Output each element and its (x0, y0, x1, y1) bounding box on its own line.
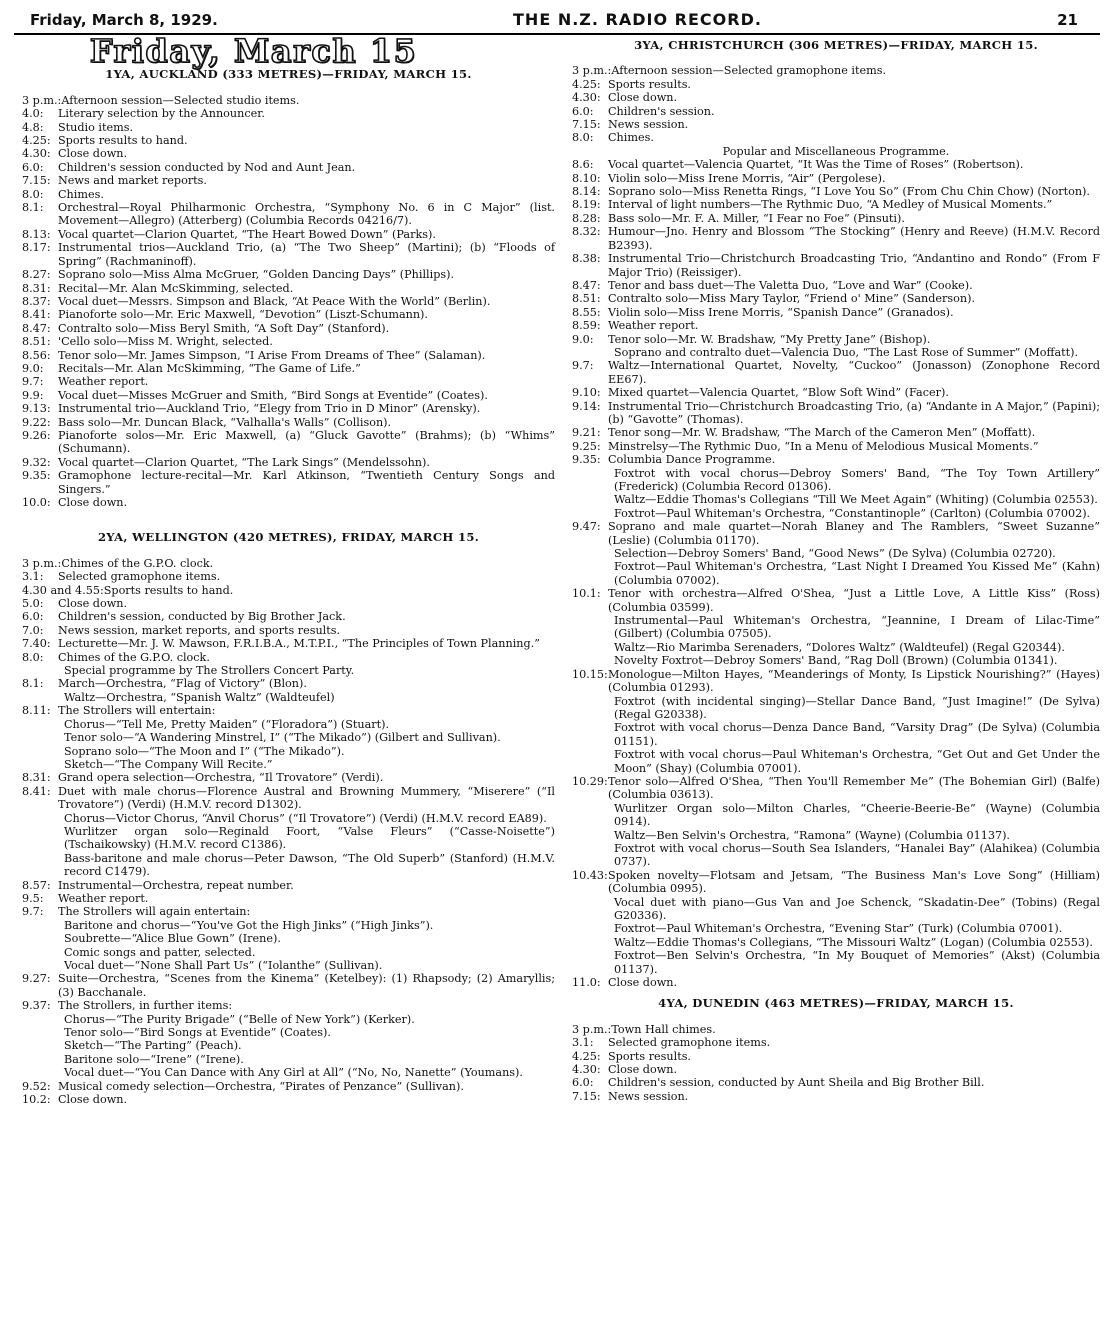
programme-item (572, 225, 1100, 252)
programme-time: 4.0: (22, 107, 44, 121)
right-column (572, 39, 1100, 1106)
programme-item (572, 91, 1100, 104)
programme-subitem: Soprano and contralto duet—Valencia Duo, “The Last Rose of Summer” (Moffatt). (614, 345, 1079, 359)
programme-text: Orchestral—Royal Philharmonic Orchestra, “Symphony No. 6 in C Major” (list. Movement—Allegro) (Atterberg) (Columbia Records 04216/7). (58, 201, 555, 228)
programme-subitem: Tenor solo—“A Wandering Minstrel, I” (“The Mikado”) (Gilbert and Sullivan). (64, 731, 501, 745)
programme-item (572, 1076, 1100, 1089)
programme-time: 4.25: (572, 77, 601, 91)
programme-time: 10.2: (22, 1093, 51, 1107)
station-heading: 2YA, WELLINGTON (420 METRES), FRIDAY, MARCH 15. (97, 530, 480, 545)
programme-item (22, 456, 555, 469)
programme-time: 9.5: (22, 891, 44, 905)
programme-item (22, 771, 555, 784)
programme-time: 8.38: (572, 252, 601, 266)
programme-subitem: Waltz—Eddie Thomas's Collegians, “The Missouri Waltz” (Logan) (Columbia 02553). (614, 935, 1093, 949)
programme-time: 4.25: (22, 134, 51, 148)
page-header (14, 6, 1100, 35)
programme-subitem: Foxtrot—Paul Whiteman's Orchestra, “Last Night I Dreamed You Kissed Me” (Kahn) (Columbia 07002). (614, 560, 1100, 587)
programme-time: 3.1: (22, 570, 44, 584)
programme-subitem: Foxtrot (with incidental singing)—Stellar Dance Band, “Just Imagine!” (De Sylva) (Regal G20338). (614, 694, 1100, 721)
programme-text: The Strollers will entertain: (58, 704, 216, 718)
programme-text: Tenor and bass duet—The Valetta Duo, “Love and War” (Cooke). (608, 278, 973, 292)
programme-item (572, 869, 1100, 896)
programme-text: Sports results. (608, 1049, 691, 1063)
programme-item (22, 349, 555, 362)
programme-item (572, 359, 1100, 386)
programme-item (22, 1080, 555, 1093)
programme-text: Chimes of the G.P.O. clock. (61, 556, 214, 570)
programme-text: Children's session conducted by Nod and Aunt Jean. (58, 160, 356, 174)
programme-time: 6.0: (22, 160, 44, 174)
programme-item (22, 375, 555, 388)
programme-time: 10.29: (572, 774, 608, 788)
programme-item (572, 252, 1100, 279)
programme-text: Selected gramophone items. (58, 570, 221, 584)
programme-time: 9.26: (22, 428, 51, 442)
programme-item (572, 453, 1100, 466)
programme-text: Contralto solo—Miss Beryl Smith, “A Soft Day” (Stanford). (58, 321, 390, 335)
programme-item (22, 416, 555, 429)
programme-text: Town Hall chimes. (611, 1022, 716, 1036)
programme-subitem: Baritone solo—“Irene” (“Irene). (64, 1052, 244, 1066)
programme-text: News session. (608, 1089, 689, 1103)
programme-item (572, 440, 1100, 453)
programme-subitem: Waltz—Orchestra, “Spanish Waltz” (Waldteufel) (64, 690, 335, 704)
programme-time: 8.1: (22, 201, 44, 215)
programme-text: Close down. (58, 147, 128, 161)
programme-text: Studio items. (58, 120, 133, 134)
programme-item (572, 292, 1100, 305)
programme-item (572, 1023, 1100, 1036)
station-2ya (22, 531, 555, 1106)
programme-item (22, 335, 555, 348)
issue-date: Friday, March 8, 1929. (30, 11, 218, 29)
programme-item (572, 1050, 1100, 1063)
programme-text: Mixed quartet—Valencia Quartet, “Blow Soft Wind” (Facer). (608, 386, 949, 400)
programme-text: Instrumental trio—Auckland Trio, “Elegy from Trio in D Minor” (Arensky). (58, 402, 481, 416)
programme-subitem: Popular and Miscellaneous Programme. (722, 144, 950, 158)
programme-time: 8.19: (572, 198, 601, 212)
programme-time: 4.25: (572, 1049, 601, 1063)
station-4ya (572, 997, 1100, 1103)
programme-time: 8.28: (572, 211, 601, 225)
programme-item (572, 775, 1100, 802)
programme-text: Tenor solo—Alfred O'Shea, “Then You'll Remember Me” (The Bohemian Girl) (Balfe) (Columbia 03613). (608, 774, 1100, 802)
programme-time: 8.11: (22, 704, 51, 718)
programme-text: Duet with male chorus—Florence Austral and Browning Mummery, “Miserere” (“Il Trovatore”) (Verdi) (H.M.V. record D1302). (58, 784, 555, 812)
programme-text: News and market reports. (58, 174, 207, 188)
programme-item (572, 158, 1100, 171)
programme-item (22, 637, 555, 650)
programme-item (22, 147, 555, 160)
programme-subitem: Foxtrot—Paul Whiteman's Orchestra, “Evening Star” (Turk) (Columbia 07001). (614, 922, 1063, 936)
programme-time: 6.0: (572, 1076, 594, 1090)
programme-text: Humour—Jno. Henry and Blossom “The Stocking” (Henry and Reeve) (H.M.V. Record B2393). (608, 225, 1100, 252)
programme-text: Minstrelsy—The Rythmic Duo, “In a Menu of Melodious Musical Moments.” (608, 439, 1039, 453)
programme-item (22, 496, 555, 509)
programme-item (22, 308, 555, 321)
programme-time: 8.37: (22, 294, 51, 308)
programme-text: Instrumental trios—Auckland Trio, (a) “The Two Sheep” (Martini); (b) “Floods of Spring” (Rachmaninoff). (58, 241, 555, 268)
programme-text: Sports results to hand. (103, 583, 234, 597)
programme-item (22, 107, 555, 120)
programme-subitem: Chorus—“Tell Me, Pretty Maiden” (“Floradora”) (Stuart). (64, 717, 390, 731)
programme-time: 3.1: (572, 1036, 594, 1050)
programme-text: Selected gramophone items. (608, 1036, 771, 1050)
programme-time: 8.27: (22, 268, 51, 282)
station-1ya (22, 68, 555, 509)
programme-text: Chimes. (58, 187, 104, 201)
programme-item (22, 362, 555, 375)
programme-text: Close down. (608, 1063, 678, 1077)
programme-time: 9.7: (572, 359, 594, 373)
programme-item (572, 306, 1100, 319)
programme-text: News session, market reports, and sports results. (58, 623, 341, 637)
programme-text: Tenor song—Mr. W. Bradshaw, “The March of the Cameron Men” (Moffatt). (608, 426, 1036, 440)
programme-text: Vocal quartet—Clarion Quartet, “The Lark Sings” (Mendelssohn). (58, 455, 430, 469)
programme-subitem: Baritone and chorus—“You've Got the High Jinks” (“High Jinks”). (64, 918, 434, 932)
programme-text: Sports results to hand. (58, 134, 188, 148)
programme-time: 11.0: (572, 976, 601, 990)
programme-item (572, 1063, 1100, 1076)
programme-item (22, 322, 555, 335)
programme-item (22, 295, 555, 308)
programme-text: Vocal quartet—Valencia Quartet, “It Was the Time of Roses” (Robertson). (608, 158, 1024, 172)
programme-item (572, 426, 1100, 439)
programme-text: Tenor with orchestra—Alfred O'Shea, “Just a Little Love, A Little Kiss” (Ross) (Columbia 03599). (608, 587, 1100, 614)
programme-time: 7.15: (572, 118, 601, 132)
programme-subitem: Waltz—Ben Selvin's Orchestra, “Ramona” (Wayne) (Columbia 01137). (614, 828, 1010, 842)
programme-text: Bass solo—Mr. Duncan Black, “Valhalla's Walls” (Collison). (58, 415, 392, 429)
programme-text: Close down. (58, 597, 128, 611)
programme-subitem: Instrumental—Paul Whiteman's Orchestra, “Jeannine, I Dream of Lilac-Time” (Gilbert) (Columbia 07505). (614, 614, 1100, 641)
programme-time: 9.0: (22, 361, 44, 375)
programme-subitem: Vocal duet with piano—Gus Van and Joe Schenck, “Skadatin-Dee” (Tobins) (Regal G20336). (614, 895, 1100, 922)
programme-item (22, 677, 555, 690)
programme-item (22, 188, 555, 201)
programme-time: 9.47: (572, 520, 601, 534)
programme-time: 8.17: (22, 241, 51, 255)
programme-subitem: Sketch—“The Parting” (Peach). (64, 1039, 242, 1053)
programme-time: 8.59: (572, 319, 601, 333)
programme-text: Soprano and male quartet—Norah Blaney and The Ramblers, “Sweet Suzanne” (Leslie) (Columbia 01170). (608, 520, 1100, 547)
programme-time: 9.14: (572, 399, 601, 413)
programme-item (22, 241, 555, 268)
programme-time: 8.56: (22, 348, 51, 362)
station-heading: 3YA, CHRISTCHURCH (306 METRES)—FRIDAY, MARCH 15. (634, 38, 1038, 52)
programme-text: News session. (608, 118, 689, 132)
programme-time: 3 p.m.: (572, 1022, 612, 1036)
programme-time: 9.10: (572, 386, 601, 400)
programme-text: Instrumental—Orchestra, repeat number. (58, 878, 294, 892)
programme-time: 3 p.m.: (22, 93, 62, 107)
programme-subitem: Vocal duet—“You Can Dance with Any Girl at All” (“No, No, Nanette” (Youmans). (64, 1066, 523, 1080)
programme-item (572, 64, 1100, 77)
programme-time: 7.15: (22, 174, 51, 188)
programme-time: 10.15: (572, 667, 608, 681)
programme-item (572, 105, 1100, 118)
programme-item (572, 520, 1100, 547)
programme-time: 4.30: (572, 1063, 601, 1077)
programme-item (572, 198, 1100, 211)
programme-time: 8.41: (22, 784, 51, 798)
programme-item (572, 1090, 1100, 1103)
programme-time: 8.47: (572, 278, 601, 292)
programme-text: Children's session, conducted by Aunt Sheila and Big Brother Bill. (608, 1076, 985, 1090)
programme-text: March—Orchestra, “Flag of Victory” (Blon). (58, 677, 307, 691)
left-column (14, 32, 555, 1107)
programme-time: 8.0: (22, 187, 44, 201)
programme-subitem: Soprano solo—“The Moon and I” (“The Mikado”). (64, 744, 345, 758)
programme-item (22, 892, 555, 905)
programme-subitem: Comic songs and patter, selected. (64, 945, 256, 959)
programme-text: Gramophone lecture-recital—Mr. Karl Atkinson, “Twentieth Century Songs and Singers.” (58, 469, 555, 496)
day-title: Friday, March 15 (89, 32, 418, 70)
programme-item (572, 400, 1100, 427)
programme-text: Sports results. (608, 77, 691, 91)
programme-text: Afternoon session—Selected studio items. (61, 93, 300, 107)
programme-time: 8.47: (22, 321, 51, 335)
programme-text: Soprano solo—Miss Alma McGruer, “Golden Dancing Days” (Phillips). (58, 268, 455, 282)
programme-time: 9.35: (572, 453, 601, 467)
programme-text: Columbia Dance Programme. (608, 453, 776, 467)
programme-item (572, 279, 1100, 292)
programme-time: 6.0: (572, 104, 594, 118)
programme-subitem: Selection—Debroy Somers' Band, “Good News” (De Sylva) (Columbia 02720). (614, 547, 1056, 561)
programme-time: 8.0: (22, 650, 44, 664)
programme-item (572, 172, 1100, 185)
programme-text: Close down. (58, 496, 128, 509)
programme-text: Chimes of the G.P.O. clock. (58, 650, 210, 664)
programme-time: 9.37: (22, 999, 51, 1013)
station-heading: 4YA, DUNEDIN (463 METRES)—FRIDAY, MARCH 15. (658, 996, 1014, 1011)
programme-text: Grand opera selection—Orchestra, “Il Trovatore” (Verdi). (58, 771, 384, 785)
programme-time: 8.51: (22, 335, 51, 349)
programme-text: The Strollers will again entertain: (58, 905, 251, 919)
programme-text: Weather report. (608, 319, 699, 333)
programme-item (22, 972, 555, 999)
programme-item (22, 557, 555, 570)
programme-text: Soprano solo—Miss Renetta Rings, “I Love You So” (From Chu Chin Chow) (Norton). (608, 185, 1090, 199)
programme-subitem: Foxtrot—Paul Whiteman's Orchestra, “Constantinople” (Carlton) (Columbia 07002). (614, 506, 1091, 520)
programme-time: 8.57: (22, 878, 51, 892)
programme-subitem: Special programme by The Strollers Concert Party. (64, 664, 355, 678)
programme-item (22, 905, 555, 918)
programme-time: 10.0: (22, 496, 51, 509)
programme-time: 8.6: (572, 158, 594, 172)
programme-text: Vocal duet—Misses McGruer and Smith, “Bird Songs at Eventide” (Coates). (58, 388, 488, 402)
programme-item (22, 469, 555, 496)
programme-time: 9.27: (22, 972, 51, 986)
programme-subitem: Tenor solo—“Bird Songs at Eventide” (Coates). (64, 1026, 331, 1040)
programme-subitem: Waltz—Rio Marimba Serenaders, “Dolores Waltz” (Waldteufel) (Regal G20344). (614, 640, 1065, 654)
programme-time: 3 p.m.: (572, 64, 612, 78)
programme-time: 7.0: (22, 623, 44, 637)
programme-text: Monologue—Milton Hayes, “Meanderings of Monty, Is Lipstick Nourishing?” (Hayes) (Columbia 01293). (608, 667, 1100, 695)
programme-subitem: Wurlitzer organ solo—Reginald Foort, “Valse Fleurs” (“Casse-Noisette”) (Tschaikowsky) (H.M.V. record C1386). (64, 824, 555, 852)
programme-text: Close down. (608, 91, 678, 105)
programme-item (572, 118, 1100, 131)
programme-item (572, 587, 1100, 614)
programme-item (22, 161, 555, 174)
programme-subitem: Novelty Foxtrot—Debroy Somers' Band, “Rag Doll (Brown) (Columbia 01341). (614, 654, 1058, 668)
programme-text: Recital—Mr. Alan McSkimming, selected. (58, 281, 294, 295)
programme-subitem: Foxtrot with vocal chorus—South Sea Islanders, “Hanalei Bay” (Alahikea) (Columbia 0737). (614, 841, 1100, 869)
programme-subitem: Foxtrot—Ben Selvin's Orchestra, “In My Bouquet of Memories” (Akst) (Columbia 01137). (614, 949, 1100, 976)
programme-time: 9.7: (22, 375, 44, 389)
programme-subitem: Chorus—“The Purity Brigade” (“Belle of New York”) (Kerker). (64, 1012, 415, 1026)
programme-item (22, 201, 555, 228)
programme-time: 10.43: (572, 868, 608, 882)
programme-time: 8.51: (572, 292, 601, 306)
programme-subitem: Wurlitzer Organ solo—Milton Charles, “Cheerie-Beerie-Be” (Wayne) (Columbia 0914). (614, 801, 1100, 829)
programme-time: 9.9: (22, 388, 44, 402)
programme-subitem: Foxtrot with vocal chorus—Paul Whiteman's Orchestra, “Get Out and Get Under the Moon” (Shay) (Columbia 07001). (614, 748, 1100, 775)
programme-item (572, 333, 1100, 346)
programme-item (22, 610, 555, 623)
programme-text: Afternoon session—Selected gramophone items. (611, 64, 886, 78)
programme-time: 9.0: (572, 332, 594, 346)
programme-item (22, 121, 555, 134)
programme-subitem: Foxtrot with vocal chorus—Denza Dance Band, “Varsity Drag” (De Sylva) (Columbia 01151). (614, 721, 1100, 748)
programme-text: Pianoforte solos—Mr. Eric Maxwell, (a) “Gluck Gavotte” (Brahms); (b) “Whims” (Schumann). (58, 428, 555, 456)
programme-item (22, 570, 555, 583)
programme-text: Vocal quartet—Clarion Quartet, “The Heart Bowed Down” (Parks). (58, 227, 436, 241)
programme-item (22, 584, 555, 597)
station-heading: 1YA, AUCKLAND (333 METRES)—FRIDAY, MARCH 15. (105, 67, 472, 82)
programme-item (22, 389, 555, 402)
programme-item (572, 319, 1100, 332)
programme-time: 7.40: (22, 637, 51, 651)
programme-text: Interval of light numbers—The Rythmic Duo, “A Medley of Musical Moments.” (608, 198, 1053, 212)
programme-item (22, 879, 555, 892)
programme-subitem: Sketch—“The Company Will Recite.” (64, 757, 273, 771)
programme-subitem: Bass-baritone and male chorus—Peter Dawson, “The Old Superb” (Stanford) (H.M.V. record C1479). (64, 851, 555, 879)
programme-time: 9.7: (22, 905, 44, 919)
programme-time: 9.35: (22, 469, 51, 483)
programme-time: 8.14: (572, 185, 601, 199)
programme-item (22, 785, 555, 812)
masthead: THE N.Z. RADIO RECORD. (513, 10, 762, 29)
programme-time: 9.22: (22, 415, 51, 429)
programme-text: Contralto solo—Miss Mary Taylor, “Friend o' Mine” (Sanderson). (608, 292, 975, 306)
programme-text: Vocal duet—Messrs. Simpson and Black, “At Peace With the World” (Berlin). (58, 294, 491, 308)
programme-item (572, 386, 1100, 399)
programme-text: Weather report. (58, 891, 149, 905)
programme-time: 4.30: (572, 91, 601, 105)
programme-time: 3 p.m.: (22, 556, 62, 570)
programme-item (22, 134, 555, 147)
programme-item (572, 212, 1100, 225)
programme-time: 8.41: (22, 308, 51, 322)
programme-time: 8.31: (22, 771, 51, 785)
programme-item (22, 402, 555, 415)
programme-text: Tenor solo—Mr. W. Bradshaw, “My Pretty Jane” (Bishop). (608, 332, 931, 346)
programme-time: 9.13: (22, 402, 51, 416)
programme-item (22, 651, 555, 664)
programme-subitem: Soubrette—“Alice Blue Gown” (Irene). (64, 932, 281, 946)
programme-text: Children's session, conducted by Big Brother Jack. (58, 610, 346, 624)
programme-text: Tenor solo—Mr. James Simpson, “I Arise From Dreams of Thee” (Salaman). (58, 348, 486, 362)
programme-time: 8.55: (572, 305, 601, 319)
programme-text: The Strollers, in further items: (58, 999, 233, 1013)
programme-time: 4.8: (22, 120, 44, 134)
programme-time: 8.10: (572, 171, 601, 185)
programme-item (572, 976, 1100, 989)
programme-item (22, 429, 555, 456)
programme-subitem: Waltz—Eddie Thomas's Collegians “Till We Meet Again” (Whiting) (Columbia 02553). (614, 493, 1098, 507)
programme-item (22, 268, 555, 281)
programme-item (22, 624, 555, 637)
programme-item (22, 1093, 555, 1106)
programme-text: Instrumental Trio—Christchurch Broadcasting Trio, “Andantino and Rondo” (From F Major Trio) (Reissiger). (608, 252, 1100, 279)
programme-text: 'Cello solo—Miss M. Wright, selected. (58, 335, 273, 349)
programme-time: 10.1: (572, 587, 601, 601)
programme-item (22, 282, 555, 295)
programme-time: 9.32: (22, 455, 51, 469)
programme-item (572, 131, 1100, 144)
programme-time: 8.13: (22, 227, 51, 241)
programme-time: 9.52: (22, 1079, 51, 1093)
programme-subitem: Chorus—Victor Chorus, “Anvil Chorus” (“Il Trovatore”) (Verdi) (H.M.V. record EA89). (64, 811, 547, 825)
programme-time: 8.0: (572, 131, 594, 145)
programme-item (22, 228, 555, 241)
programme-subitem: Vocal duet—“None Shall Part Us” (“Iolanthe” (Sullivan). (64, 959, 383, 972)
programme-time: 7.15: (572, 1089, 601, 1103)
programme-time: 6.0: (22, 610, 44, 624)
programme-text: Close down. (58, 1093, 128, 1107)
programme-time: 5.0: (22, 597, 44, 611)
programme-text: Children's session. (608, 104, 715, 118)
programme-text: Spoken novelty—Flotsam and Jetsam, “The Business Man's Love Song” (Hilliam) (Columbia 0995). (608, 868, 1100, 896)
programme-time: 9.25: (572, 439, 601, 453)
programme-time: 8.1: (22, 677, 44, 691)
programme-subitem: Foxtrot with vocal chorus—Debroy Somers' Band, “The Toy Town Artillery” (Frederick) (Columbia Record 01306). (614, 466, 1100, 493)
programme-item (572, 185, 1100, 198)
programme-item (22, 597, 555, 610)
programme-text: Weather report. (58, 375, 149, 389)
programme-item (22, 94, 555, 107)
programme-item (22, 999, 555, 1012)
programme-text: Chimes. (608, 131, 654, 145)
programme-text: Violin solo—Miss Irene Morris, “Air” (Pergolese). (608, 171, 886, 185)
programme-item (22, 174, 555, 187)
programme-text: Musical comedy selection—Orchestra, “Pirates of Penzance” (Sullivan). (58, 1079, 464, 1093)
programme-item (572, 1036, 1100, 1049)
programme-text: Pianoforte solo—Mr. Eric Maxwell, “Devotion” (Liszt-Schumann). (58, 308, 428, 322)
programme-text: Lecturette—Mr. J. W. Mawson, F.R.I.B.A., M.T.P.I., “The Principles of Town Planning.” (58, 637, 540, 651)
page-number: 21 (1057, 11, 1078, 29)
programme-text: Suite—Orchestra, “Scenes from the Kinema” (Ketelbey): (1) Rhapsody; (2) Amaryllis; (3) Bacchanale. (58, 972, 555, 999)
programme-item (572, 668, 1100, 695)
programme-text: Literary selection by the Announcer. (58, 107, 265, 121)
programme-item (22, 704, 555, 717)
station-3ya (572, 39, 1100, 989)
programme-text: Recitals—Mr. Alan McSkimming, “The Game of Life.” (58, 361, 361, 375)
programme-time: 8.31: (22, 281, 51, 295)
programme-time: 4.30 and 4.55: (22, 583, 104, 597)
programme-text: Close down. (608, 976, 678, 990)
programme-time: 4.30: (22, 147, 51, 161)
programme-item (572, 78, 1100, 91)
programme-time: 8.32: (572, 225, 601, 239)
programme-time: 9.21: (572, 426, 601, 440)
programme-text: Instrumental Trio—Christchurch Broadcasting Trio, (a) “Andante in A Major,” (Papini); (b) “Gavotte” (Thomas). (608, 399, 1100, 426)
programme-text: Bass solo—Mr. F. A. Miller, “I Fear no Foe” (Pinsuti). (608, 211, 905, 225)
programme-text: Waltz—International Quartet, Novelty, “Cuckoo” (Jonasson) (Zonophone Record EE67). (608, 359, 1100, 386)
programme-text: Violin solo—Miss Irene Morris, “Spanish Dance” (Granados). (608, 305, 954, 319)
